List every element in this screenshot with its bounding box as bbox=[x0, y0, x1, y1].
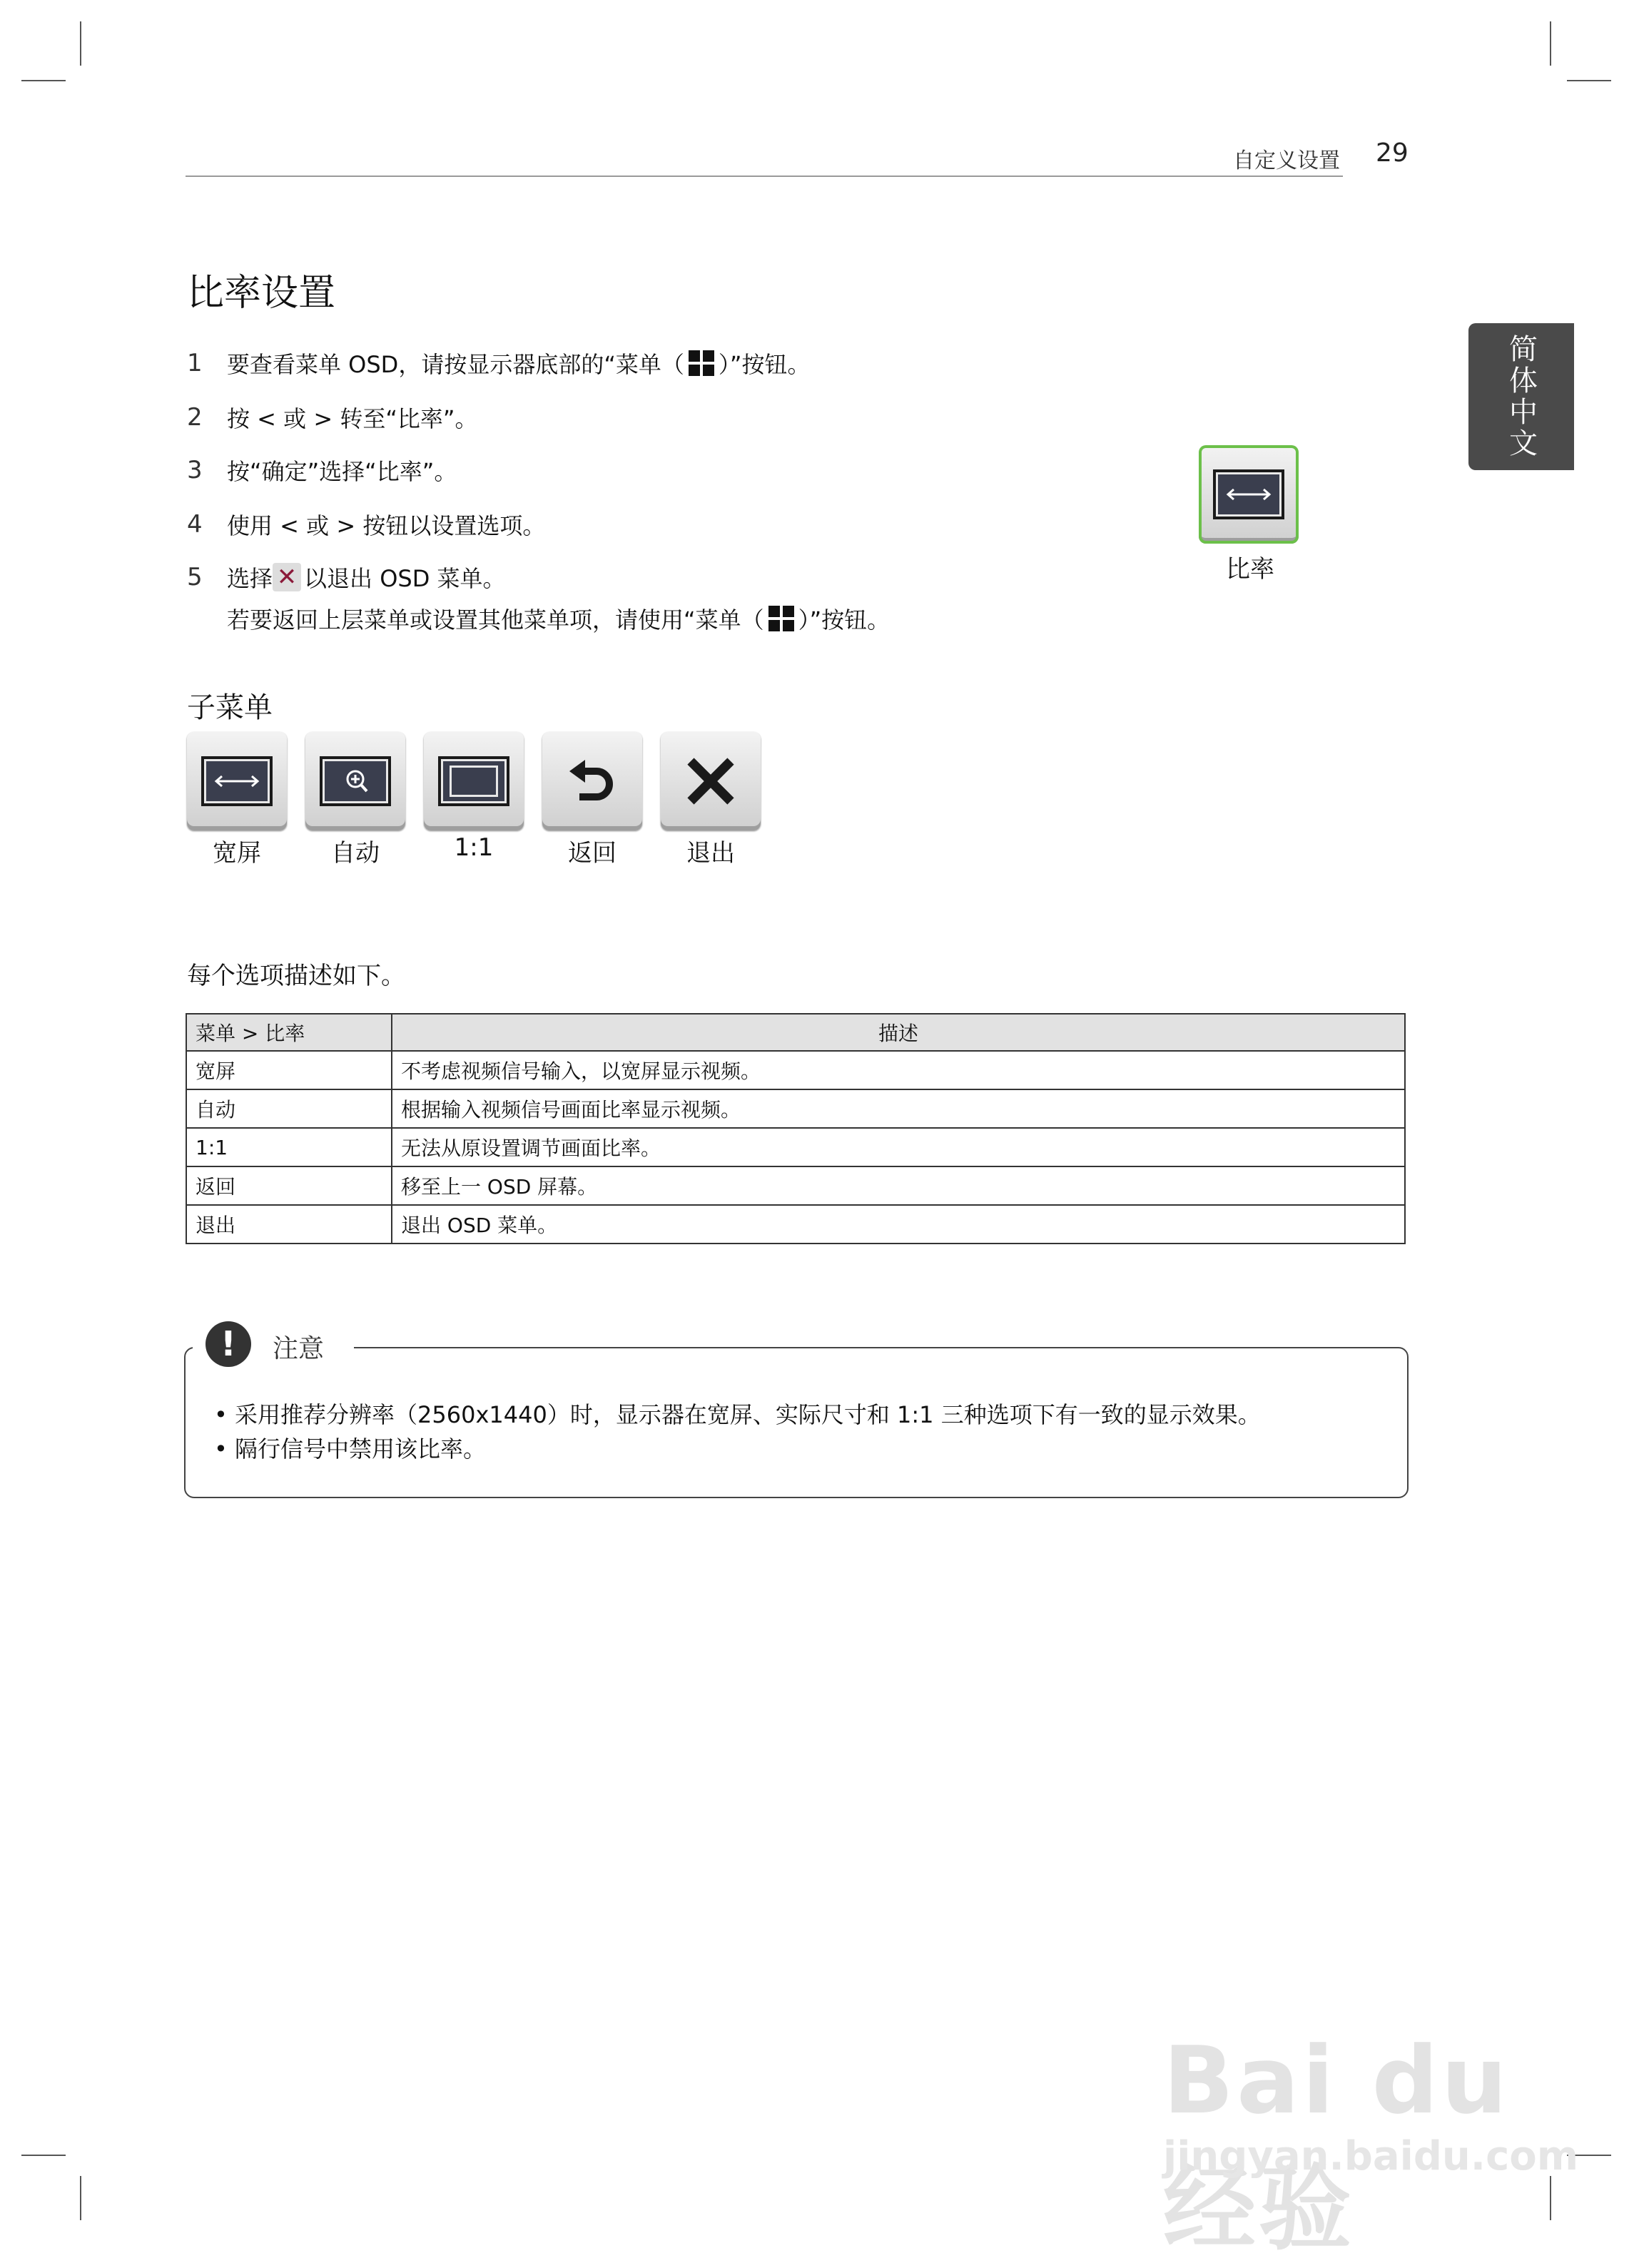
table-cell: 返回 bbox=[186, 1166, 392, 1205]
crop-mark bbox=[80, 2176, 81, 2220]
header-divider bbox=[186, 176, 1343, 177]
step-number: 1 bbox=[187, 349, 203, 377]
table-row bbox=[186, 1051, 1405, 1089]
step-text-end: ）”按钮。 bbox=[798, 606, 890, 634]
submenu-title: 子菜单 bbox=[187, 691, 273, 724]
step-number: 5 bbox=[187, 563, 203, 591]
table-cell: 宽屏 bbox=[186, 1051, 392, 1089]
exit-icon: ✕ bbox=[273, 563, 301, 591]
table-cell: 根据输入视频信号画面比率显示视频。 bbox=[392, 1089, 1405, 1128]
note-item: • 隔行信号中禁用该比率。 bbox=[214, 1435, 487, 1463]
step-prefix: 选择 bbox=[227, 565, 273, 592]
table-cell: 1:1 bbox=[186, 1128, 392, 1166]
step-text: 使用 < 或 > 按钮以设置选项。 bbox=[227, 512, 546, 539]
header-section: 自定义设置 bbox=[1233, 148, 1340, 173]
watermark-logo: Bai du 经验 bbox=[1163, 2026, 1511, 2263]
step-text: 以退出 OSD 菜单。 bbox=[304, 565, 506, 592]
submenu-label: 宽屏 bbox=[213, 839, 261, 868]
table-header: 菜单 > 比率 bbox=[186, 1014, 392, 1051]
widescreen-icon bbox=[201, 756, 273, 806]
step-text: 若要返回上层菜单或设置其他菜单项，请使用“菜单（ bbox=[227, 606, 764, 634]
table-row bbox=[186, 1089, 1405, 1128]
back-arrow-icon bbox=[564, 753, 621, 810]
step-text-end: ）”按钮。 bbox=[718, 351, 811, 378]
crop-mark bbox=[21, 2155, 66, 2156]
table-row bbox=[186, 1205, 1405, 1244]
step-1 bbox=[187, 347, 811, 380]
ratio-menu-button bbox=[1199, 445, 1299, 544]
ratio-label: 比率 bbox=[1226, 555, 1274, 584]
submenu-back bbox=[542, 732, 642, 830]
step-number: 4 bbox=[187, 510, 203, 539]
step-5 bbox=[187, 561, 506, 594]
close-icon bbox=[684, 754, 738, 808]
step-number: 2 bbox=[187, 403, 203, 432]
submenu-widescreen bbox=[187, 732, 287, 830]
step-text: 按 < 或 > 转至“比率”。 bbox=[227, 405, 478, 432]
submenu-label: 退出 bbox=[686, 839, 735, 868]
table-header-row bbox=[186, 1014, 1405, 1051]
step-2 bbox=[187, 401, 477, 434]
table-cell: 不考虑视频信号输入，以宽屏显示视频。 bbox=[392, 1051, 1405, 1089]
language-tab: 简体中文 bbox=[1468, 323, 1574, 470]
submenu-auto bbox=[305, 732, 405, 830]
table-row bbox=[186, 1128, 1405, 1166]
widescreen-icon bbox=[1213, 469, 1284, 519]
step-4 bbox=[187, 508, 545, 541]
crop-mark bbox=[80, 21, 81, 66]
table-row bbox=[186, 1166, 1405, 1205]
table-cell: 退出 bbox=[186, 1205, 392, 1244]
original-size-icon bbox=[438, 756, 509, 806]
step-3 bbox=[187, 454, 457, 487]
submenu-label: 自动 bbox=[331, 839, 380, 868]
warning-icon: ! bbox=[205, 1321, 251, 1367]
note-item: • 采用推荐分辨率（2560x1440）时，显示器在宽屏、实际尺寸和 1:1 三种选项下有一致的显示效果。 bbox=[214, 1401, 1261, 1428]
table-cell: 自动 bbox=[186, 1089, 392, 1128]
page-title: 比率设置 bbox=[187, 272, 336, 315]
table-cell: 退出 OSD 菜单。 bbox=[392, 1205, 1405, 1244]
table-cell: 无法从原设置调节画面比率。 bbox=[392, 1128, 1405, 1166]
step-text: 要查看菜单 OSD，请按显示器底部的“菜单（ bbox=[227, 351, 684, 378]
table-header: 描述 bbox=[392, 1014, 1405, 1051]
step-number: 3 bbox=[187, 456, 203, 484]
step-text: 按“确定”选择“比率”。 bbox=[227, 458, 457, 485]
note-title: 注意 bbox=[273, 1334, 325, 1363]
watermark-url: jingyan.baidu.com bbox=[1163, 2133, 1579, 2180]
submenu-label: 1:1 bbox=[454, 833, 494, 862]
page-number: 29 bbox=[1376, 138, 1409, 168]
crop-mark bbox=[1567, 80, 1611, 81]
menu-icon bbox=[768, 606, 794, 631]
menu-icon bbox=[689, 350, 714, 376]
note-item-text: 隔行信号中禁用该比率。 bbox=[235, 1435, 487, 1463]
options-table bbox=[186, 1013, 1406, 1244]
submenu-exit bbox=[661, 732, 761, 830]
crop-mark bbox=[1550, 21, 1551, 66]
submenu-label: 返回 bbox=[568, 839, 616, 868]
note-item-text: 采用推荐分辨率（2560x1440）时，显示器在宽屏、实际尺寸和 1:1 三种选项下有一致的显示效果。 bbox=[235, 1401, 1261, 1428]
step-5-line-2 bbox=[227, 602, 890, 635]
submenu-original bbox=[424, 732, 524, 830]
intro-text: 每个选项描述如下。 bbox=[187, 962, 405, 990]
table-cell: 移至上一 OSD 屏幕。 bbox=[392, 1166, 1405, 1205]
zoom-icon bbox=[320, 756, 391, 806]
crop-mark bbox=[21, 80, 66, 81]
